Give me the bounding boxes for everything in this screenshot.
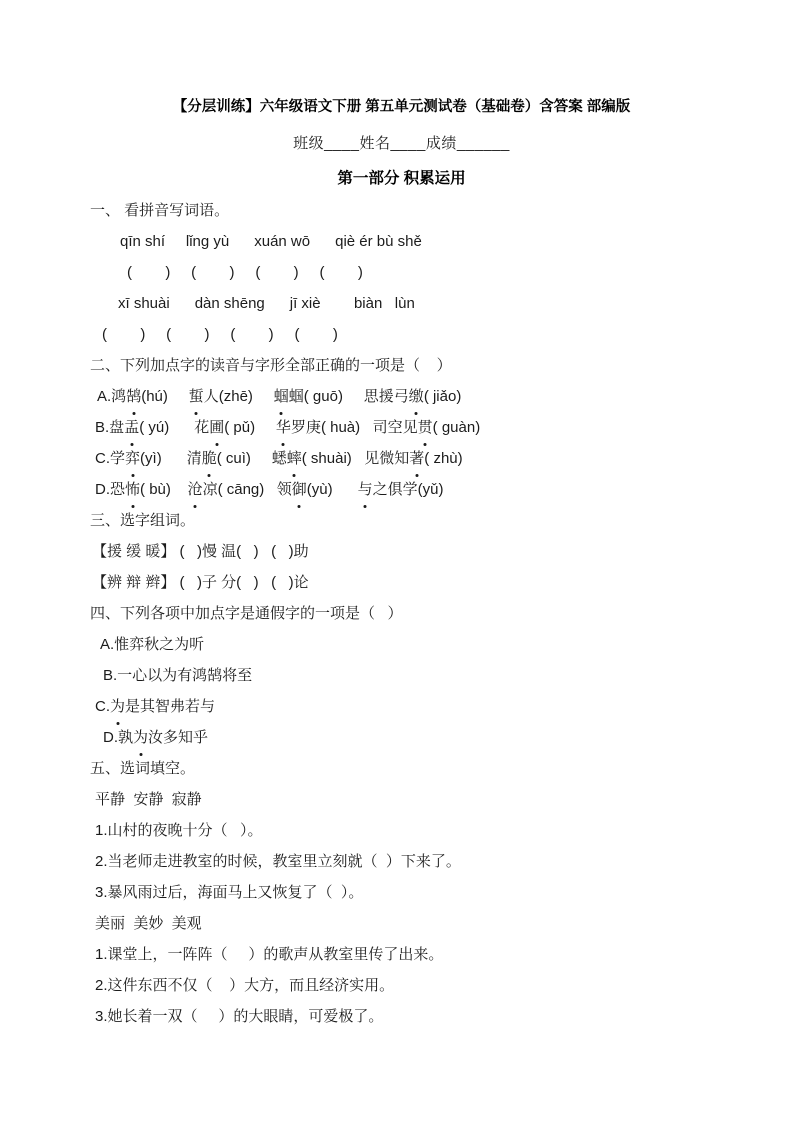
q5-item-2-1: 1.课堂上，一阵阵（ ）的歌声从教室里传了出来。	[95, 946, 444, 963]
q3-row-1: 【援 缓 暖】 ( )慢 温( ) ( )助	[92, 543, 309, 560]
q5-item-1-1: 1.山村的夜晚十分（ ）。	[95, 822, 263, 839]
q2-heading: 二、下列加点字的读音与字形全部正确的一项是（ ）	[90, 357, 452, 374]
q3-row-2: 【辨 辩 辫】 ( )子 分( ) ( )论	[92, 574, 309, 591]
q4-option-a: A.惟弈秋之为听	[100, 636, 205, 653]
q1-heading: 一、 看拼音写词语。	[90, 202, 230, 219]
part-heading: 第一部分 积累运用	[337, 170, 466, 187]
q2-option-c: C.学弈(yì) 清脆( cuì) 蟋蟀( shuài) 见微知著( zhù)	[90, 443, 713, 474]
q1-answer-blanks-row-1: ( ) ( ) ( ) ( )	[127, 264, 363, 281]
q4-heading: 四、下列各项中加点字是通假字的一项是（ ）	[90, 605, 403, 622]
q5-item-2-2: 2.这件东西不仅（ ）大方，而且经济实用。	[95, 977, 395, 994]
q4-option-c: C.为是其智弗若与	[90, 691, 713, 722]
q4-option-d: D.孰为汝多知乎	[90, 722, 713, 753]
q2-option-d: D.恐怖( bù) 沧凉( cāng) 领御(yù) 与之俱学(yǔ)	[90, 474, 713, 505]
q5-item-1-3: 3.暴风雨过后，海面马上又恢复了（ ）。	[95, 884, 364, 901]
q4-option-b: B.一心以为有鸿鹄将至	[103, 667, 253, 684]
q3-heading: 三、选字组词。	[90, 512, 196, 529]
exam-body	[90, 195, 713, 1032]
q5-word-bank-1: 平静 安静 寂静	[95, 791, 202, 808]
q2-option-a: A.鸿鹄(hú) 蜇人(zhē) 蝈蝈( guō) 思援弓缴( jiǎo)	[90, 381, 713, 412]
doc-title: 【分层训练】六年级语文下册 第五单元测试卷（基础卷）含答案 部编版	[172, 99, 631, 115]
q5-heading: 五、选词填空。	[90, 760, 196, 777]
q1-pinyin-row-2: xī shuài dàn shēng jī xiè biàn lùn	[118, 295, 415, 312]
q2-option-b: B.盘盂( yú) 花圃( pǔ) 华罗庚( huà) 司空见贯( guàn)	[90, 412, 713, 443]
q1-answer-blanks-row-2: ( ) ( ) ( ) ( )	[102, 326, 338, 343]
student-info-line: 班级____姓名____成绩______	[293, 135, 510, 152]
q1-pinyin-row-1: qīn shí lǐng yù xuán wō qiè ér bù shě	[120, 233, 422, 250]
q5-item-1-2: 2.当老师走进教室的时候，教室里立刻就（ ）下来了。	[95, 853, 461, 870]
q5-item-2-3: 3.她长着一双（ ）的大眼睛，可爱极了。	[95, 1008, 384, 1025]
q5-word-bank-2: 美丽 美妙 美观	[95, 915, 202, 932]
